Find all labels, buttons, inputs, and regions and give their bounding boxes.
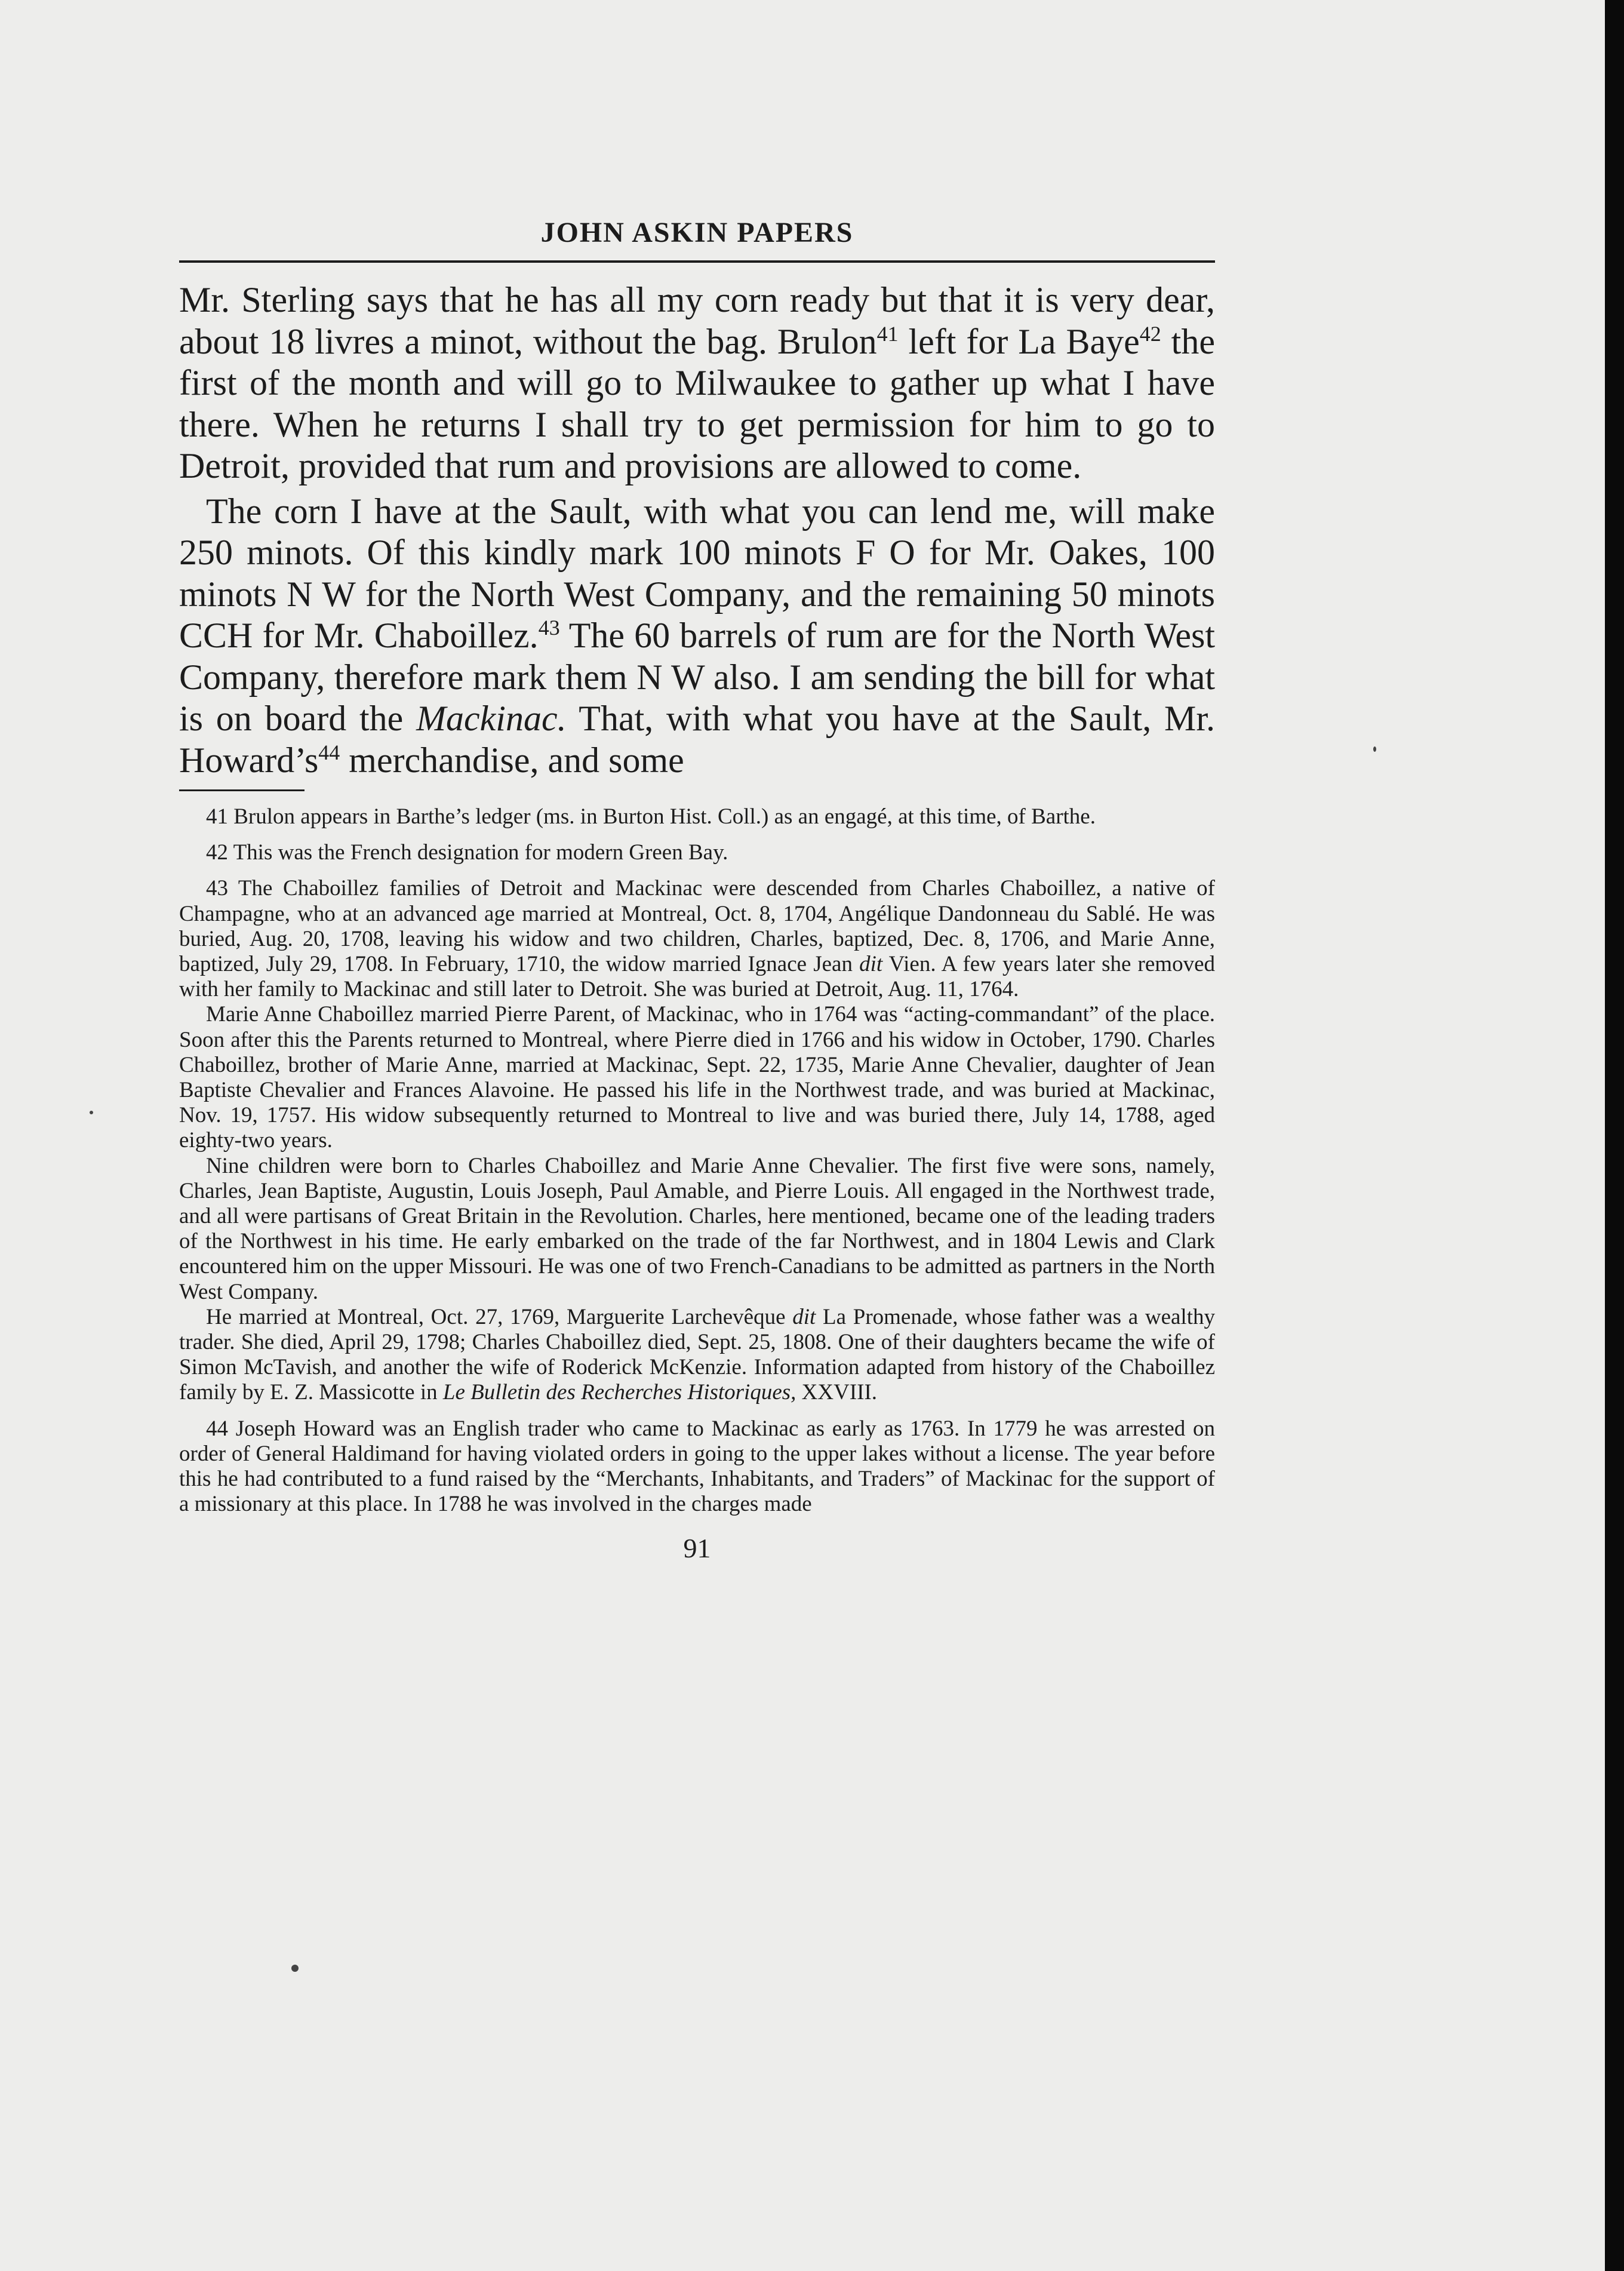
- text-run: The corn I have at the Sault, with what you can lend me, will make 250 minots. Of this kindly mark 100 minots F O for Mr. Oakes, 100 minots N W for the North West Company, and the remaining 50 minots CCH for Mr. Chaboillez.: [179, 491, 1215, 655]
- body-paragraph-1: [179, 279, 1215, 487]
- text-run: Mr. Sterling says that he has all my corn ready but that it is very dear, about 18 livres a minot, without the bag. Brulon: [179, 280, 1215, 361]
- footnote-rule: [179, 789, 304, 791]
- italic-text: Le Bulletin des Recherches Historiques,: [442, 1380, 796, 1405]
- footnote-43-continued-2: [179, 1154, 1215, 1305]
- text-run: 43 The Chaboillez families of Detroit and Mackinac were descended from Charles Chaboillez, a native of Champagne, who at an advanced age married at Montreal, Oct. 8, 1704, Angélique Dandonneau du Sablé. He was buried, Aug. 20, 1708, leaving his widow and two children, Charles, baptized, Dec. 8, 1706, and Marie Anne, baptized, July 29, 1708. In February, 1710, the widow married Ignace Jean: [179, 876, 1215, 977]
- paper-speck: [291, 1965, 299, 1972]
- text-run: 41 Brulon appears in Barthe’s ledger (ms. in Burton Hist. Coll.) as an engagé, at this time, of Barthe.: [206, 804, 1096, 829]
- header-rule: [179, 260, 1215, 263]
- footnote-reference: 41: [876, 321, 899, 346]
- footnotes: [179, 804, 1215, 1517]
- footnote-43-continued-1: [179, 1002, 1215, 1153]
- text-run: merchandise, and some: [340, 740, 684, 780]
- page-number: 91: [683, 1533, 711, 1564]
- footnote-43: [179, 876, 1215, 1002]
- footnote-reference: 43: [538, 616, 560, 640]
- footnote-reference: 44: [318, 740, 340, 764]
- running-head: JOHN ASKIN PAPERS: [540, 217, 854, 248]
- text-run: Nine children were born to Charles Chaboillez and Marie Anne Chevalier. The first five were sons, namely, Charles, Jean Baptiste, Augustin, Louis Joseph, Paul Amable, and Pierre Louis. All engaged in the Northwest trade, and all were partisans of Great Britain in the Revolution. Charles, here mentioned, became one of the leading traders of the Northwest in his time. He early embarked on the trade of the far Northwest, and in 1804 Lewis and Clark encountered him on the upper Missouri. He was one of two French-Canadians to be admitted as partners in the North West Company.: [179, 1153, 1215, 1304]
- text-run: the first of the month and will go to Milwaukee to gather up what I have there. When he returns I shall try to get permission for him to go to Detroit, provided that rum and provisions are allowed to come.: [179, 321, 1215, 485]
- text-run: Vien. A few years later she removed with her family to Mackinac and still later to Detroit. She was buried at Detroit, Aug. 11, 1764.: [179, 952, 1215, 1002]
- italic-text: dit: [859, 952, 883, 977]
- paper-speck: [90, 1111, 93, 1114]
- body-paragraph-2: [179, 491, 1215, 782]
- text-run: That, with what you have at the Sault, Mr. Howard’s: [179, 699, 1216, 780]
- italic-text: dit: [792, 1304, 816, 1329]
- footnote-reference: 42: [1139, 321, 1161, 346]
- footnote-42: [179, 840, 1215, 865]
- footnote-43-continued-3: [179, 1305, 1215, 1406]
- text-run: 42 This was the French designation for modern Green Bay.: [206, 840, 728, 865]
- body-text: [179, 279, 1215, 781]
- text-run: Marie Anne Chaboillez married Pierre Parent, of Mackinac, who in 1764 was “acting-commandant” of the place. Soon after this the Parents returned to Montreal, where Pierre died in 1766 and his widow in October, 1790. Charles Chaboillez, brother of Marie Anne, married at Mackinac, Sept. 22, 1735, Marie Anne Chevalier, daughter of Jean Baptiste Chevalier and Frances Alavoine. He passed his life in the Northwest trade, and was buried at Mackinac, Nov. 19, 1757. His widow subsequently returned to Montreal to live and was buried there, July 14, 1788, aged eighty-two years.: [179, 1002, 1215, 1153]
- italic-text: Mackinac.: [416, 699, 567, 738]
- footnote-44: [179, 1416, 1215, 1517]
- text-run: He married at Montreal, Oct. 27, 1769, Marguerite Larchevêque: [206, 1304, 793, 1329]
- text-run: XXVIII.: [796, 1380, 878, 1405]
- text-run: 44 Joseph Howard was an English trader who came to Mackinac as early as 1763. In 1779 he was arrested on order of General Haldimand for having violated orders in going to the upper lakes without a license. The year before this he had contributed to a fund raised by the “Merchants, Inhabitants, and Traders” of Mackinac for the support of a missionary at this place. In 1788 he was involved in the charges made: [179, 1416, 1215, 1517]
- footnote-41: [179, 804, 1215, 829]
- text-run: The 60 barrels of rum are for the North West Company, therefore mark them N W also. I am sending the bill for what is on board the: [179, 616, 1215, 738]
- page-content: [179, 215, 1215, 1564]
- text-run: La Promenade, whose father was a wealthy trader. She died, April 29, 1798; Charles Chaboillez died, Sept. 25, 1808. One of their daughters became the wife of Simon McTavish, and another the wife of Roderick McKenzie. Information adapted from history of the Chaboillez family by E. Z. Massicotte in: [179, 1304, 1215, 1405]
- paper-speck: [1373, 746, 1376, 752]
- text-run: left for La Baye: [898, 321, 1140, 361]
